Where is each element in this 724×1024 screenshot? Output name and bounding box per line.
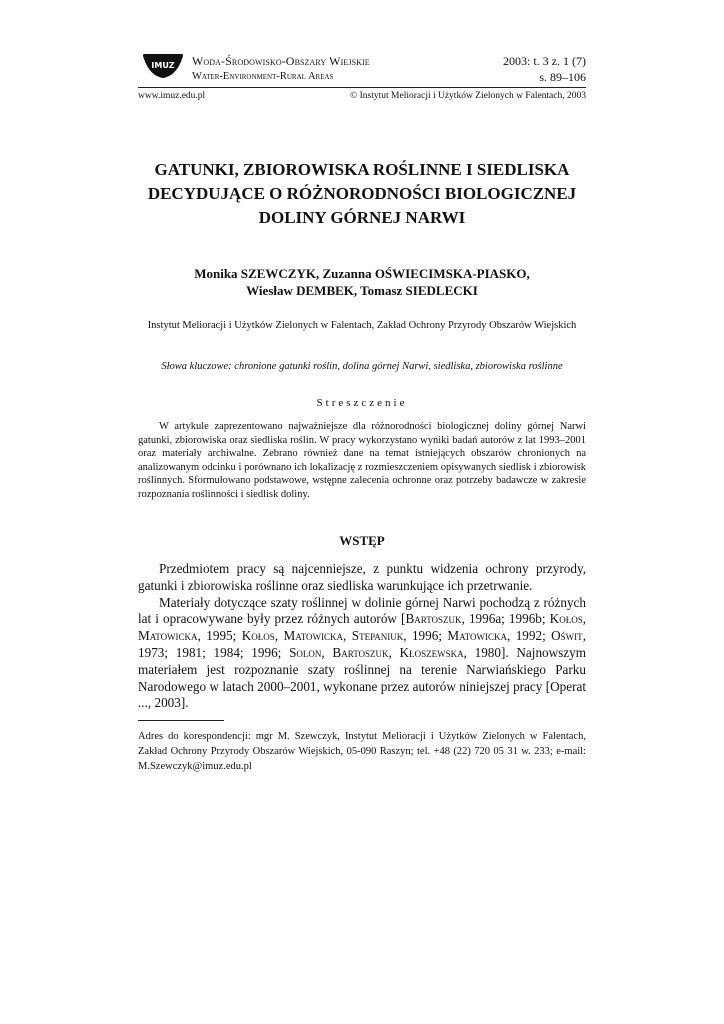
text-run: , 1996; xyxy=(403,628,448,644)
title-line: DECYDUJĄCE O RÓŻNORODNOŚCI BIOLOGICZNEJ xyxy=(147,184,577,203)
citation: Solon, Bartoszuk, Kłoszewska xyxy=(289,644,464,660)
title-line: GATUNKI, ZBIOROWISKA ROŚLINNE I SIEDLISKA xyxy=(154,160,570,179)
text-run: , 1973; 1981; 1984; 1996; xyxy=(138,628,586,660)
authors-line: Monika SZEWCZYK, Zuzanna OŚWIECIMSKA-PIASKO, xyxy=(194,266,530,281)
logo-text: IMUZ xyxy=(151,61,175,70)
abstract-heading: Streszczenie xyxy=(316,397,408,409)
issue-info: 2003: t. 3 z. 1 (7) xyxy=(503,54,586,68)
journal-title-en: Water-Environment-Rural Areas xyxy=(192,71,334,82)
title-line: DOLINY GÓRNEJ NARWI xyxy=(258,208,466,227)
imuz-logo xyxy=(140,50,186,80)
citation: Matowicka xyxy=(447,628,507,644)
affiliation: Instytut Melioracji i Użytków Zielonych w Falentach, Zakład Ochrony Przyrody Obszarów Wiejskich xyxy=(147,320,577,331)
text-run: , 1995; xyxy=(197,628,242,644)
text-run: , 1996a; 1996b; xyxy=(461,611,550,627)
correspondence-footnote: Adres do korespondencji: mgr M. Szewczyk, Instytut Melioracji i Użytków Zielonych w Falentach, Zakład Ochrony Przyrody Obszarów Wiejskich, 05-090 Raszyn; tel. +48 (22) 720 05 31 w. 233; e-mail: M.Szewczyk@imuz.edu.pl xyxy=(138,731,586,772)
footnote-rule xyxy=(138,720,224,721)
abstract-text: W artykule zaprezentowano najważniejsze dla różnorodności biologicznej doliny górnej Narwi gatunki, zbiorowiska oraz siedliska roślin. W pracy wykorzystano wyniki badań autorów z lat 1993–2001 oraz materiały archiwalne. Zebrano również dane na temat istniejących obszarów chronionych na analizowanym odcinku i porównano ich lokalizację z rozmieszczeniem opisywanych siedlisk i zbiorowisk roślinnych. Sformułowano podstawowe, wstępne zalecenia ochronne oraz potrzeby badawcze w zakresie rozpoznania roślinności i siedlisk doliny. xyxy=(138,421,586,500)
paragraph: Przedmiotem pracy są najcenniejsze, z punktu widzenia ochrony przyrody, gatunki i zbiorowiska roślinne oraz siedliska warunkujące ich przetrwanie. xyxy=(138,561,586,593)
section-heading: WSTĘP xyxy=(339,533,385,548)
journal-url[interactable]: www.imuz.edu.pl xyxy=(138,91,206,101)
keywords: Słowa kluczowe: chronione gatunki roślin, dolina górnej Narwi, siedliska, zbiorowiska roślinne xyxy=(161,361,563,372)
authors-line: Wiesław DEMBEK, Tomasz SIEDLECKI xyxy=(246,283,478,298)
authors xyxy=(120,265,604,299)
header-rule xyxy=(138,87,586,88)
paragraph xyxy=(138,595,586,713)
paper-title xyxy=(120,158,604,230)
citation: Kołos, Matowicka xyxy=(138,611,586,644)
text-run: , 1980]. Najnowszym materiałem jest rozpoznanie szaty roślinnej na terenie Narwiańskiego Parku Narodowego w latach 2000–2001, wykonane przez autorów niniejszej pracy [Operat ..., 2003]. xyxy=(138,644,586,711)
journal-title-pl: Woda-Środowisko-Obszary Wiejskie xyxy=(192,54,370,68)
page-range: s. 89–106 xyxy=(539,70,586,84)
text-run: , 1992; xyxy=(506,628,552,644)
citation: Kołos, Matowicka, Stepaniuk xyxy=(241,628,404,644)
body-text xyxy=(138,561,586,712)
citation: Oświt xyxy=(551,628,583,644)
citation: Bartoszuk xyxy=(405,611,462,627)
copyright-notice: © Instytut Melioracji i Użytków Zielonych w Falentach, 2003 xyxy=(350,91,586,101)
text-run: Materiały dotyczące szaty roślinnej w dolinie górnej Narwi pochodzą z różnych lat i opracowywane były przez różnych autorów [ xyxy=(138,594,586,627)
